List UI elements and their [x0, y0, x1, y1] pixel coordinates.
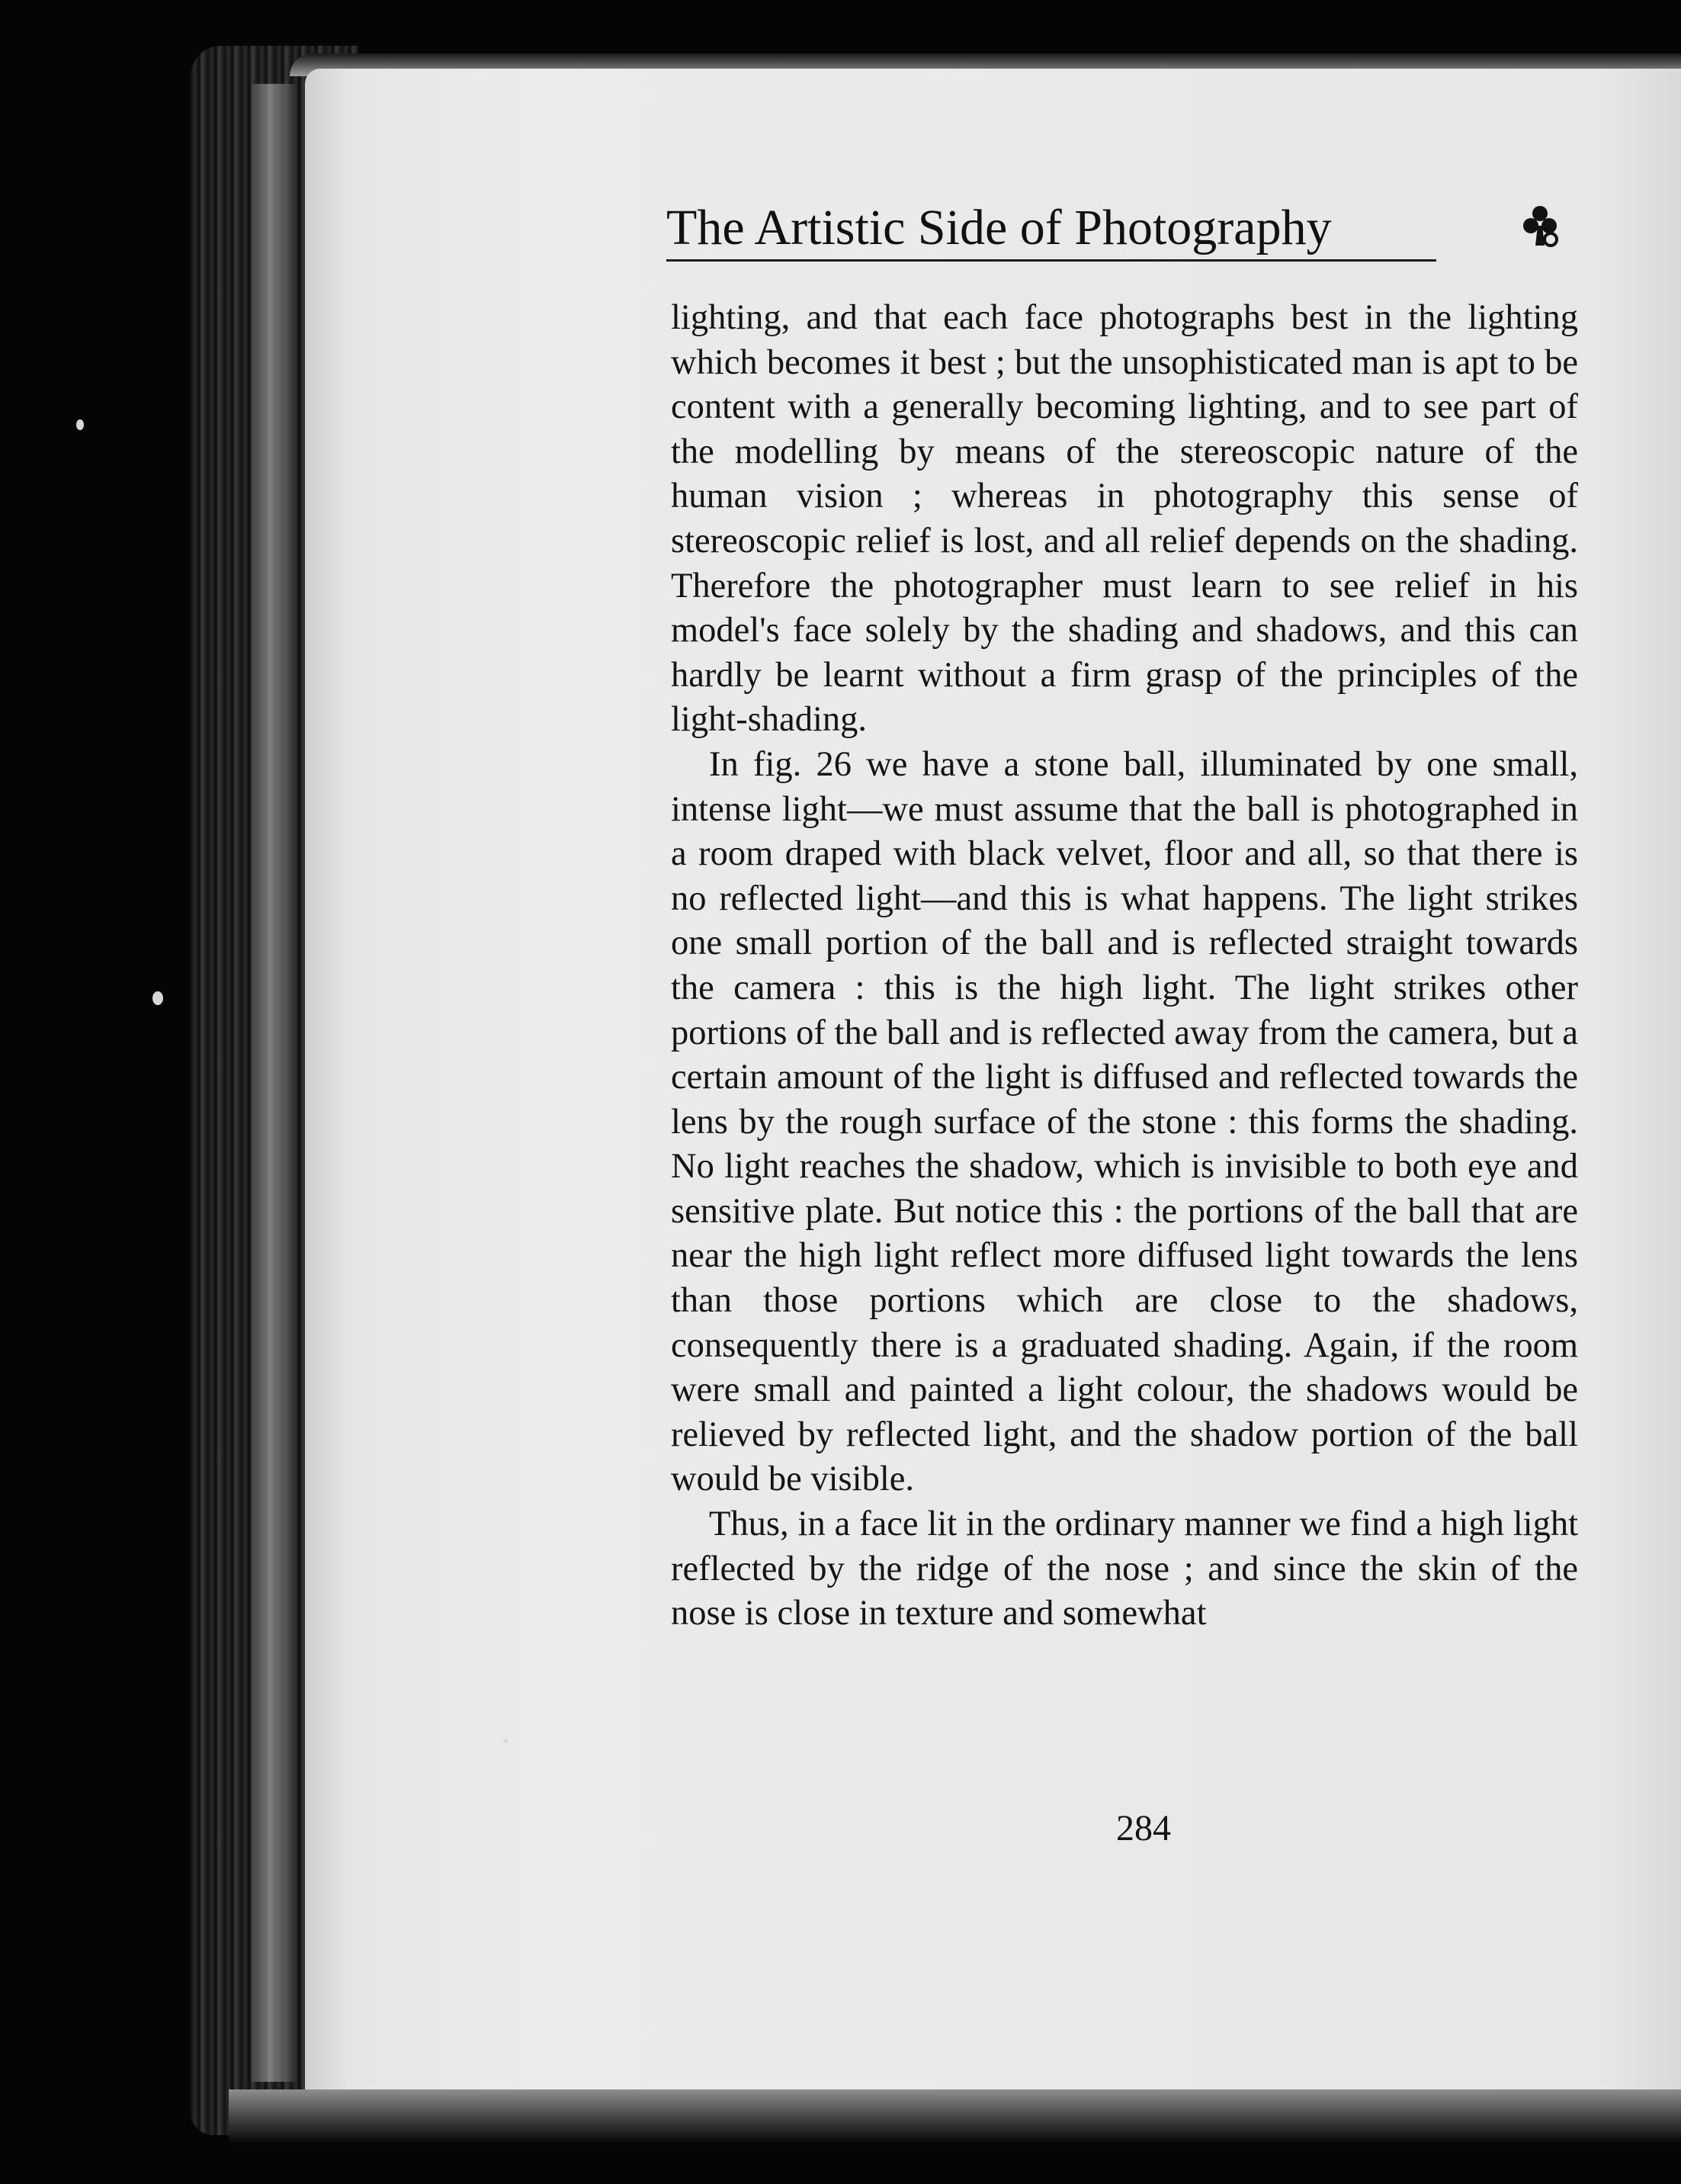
- page-bottom-shadow: [229, 2089, 1681, 2143]
- paragraph-continued: lighting, and that each face photographs best in the lighting which becomes it best ; but the unsophisticated man is apt to be content with a generally becoming lighting, and to see part of the modelling by means of the stereoscopic nature of the human vision ; whereas in photography this sense of stereoscopic relief is lost, and all relief depends on the shading. Therefore the photographer must learn to see relief in his model's face solely by the shading and shadows, and this can hardly be learnt without a firm grasp of the principles of the light-shading.: [671, 298, 1578, 740]
- page-edge-highlight: [252, 84, 297, 2082]
- dust-speck: [76, 419, 84, 430]
- running-head-rule: [666, 259, 1436, 262]
- running-head: [666, 194, 1444, 262]
- running-head-title: The Artistic Side of Photography: [666, 200, 1332, 255]
- page-number: 284: [1116, 1808, 1171, 1848]
- paragraph: In fig. 26 we have a stone ball, illuminated by one small, intense light—we must assume that the ball is photographed in a room draped with black velvet, floor and all, so that there is no reflected light—and this is what happens. The light strikes one small portion of the ball and is reflected straight towards the camera : this is the high light. The light strikes other portions of the ball and is reflected away from the camera, but a certain amount of the light is diffused and reflected towards the lens by the rough surface of the stone : this forms the shading. No light reaches the shadow, which is invisible to both eye and sensitive plate. But notice this : the portions of the ball that are near the high light reflect more diffused light towards the lens than those portions which are close to the shadows, consequently there is a graduated shading. Again, if the room were small and painted a light colour, the shadows would be relieved by reflected light, and the shadow portion of the ball would be visible.: [671, 744, 1578, 1499]
- body-text: [671, 296, 1578, 1636]
- dust-speck: [503, 1739, 508, 1743]
- paragraph: Thus, in a face lit in the ordinary manner we find a high light reflected by the ridge of the nose ; and since the skin of the nose is close in texture and somewhat: [671, 1505, 1578, 1633]
- club-ornament-icon: [1517, 200, 1563, 253]
- dust-speck: [152, 991, 163, 1005]
